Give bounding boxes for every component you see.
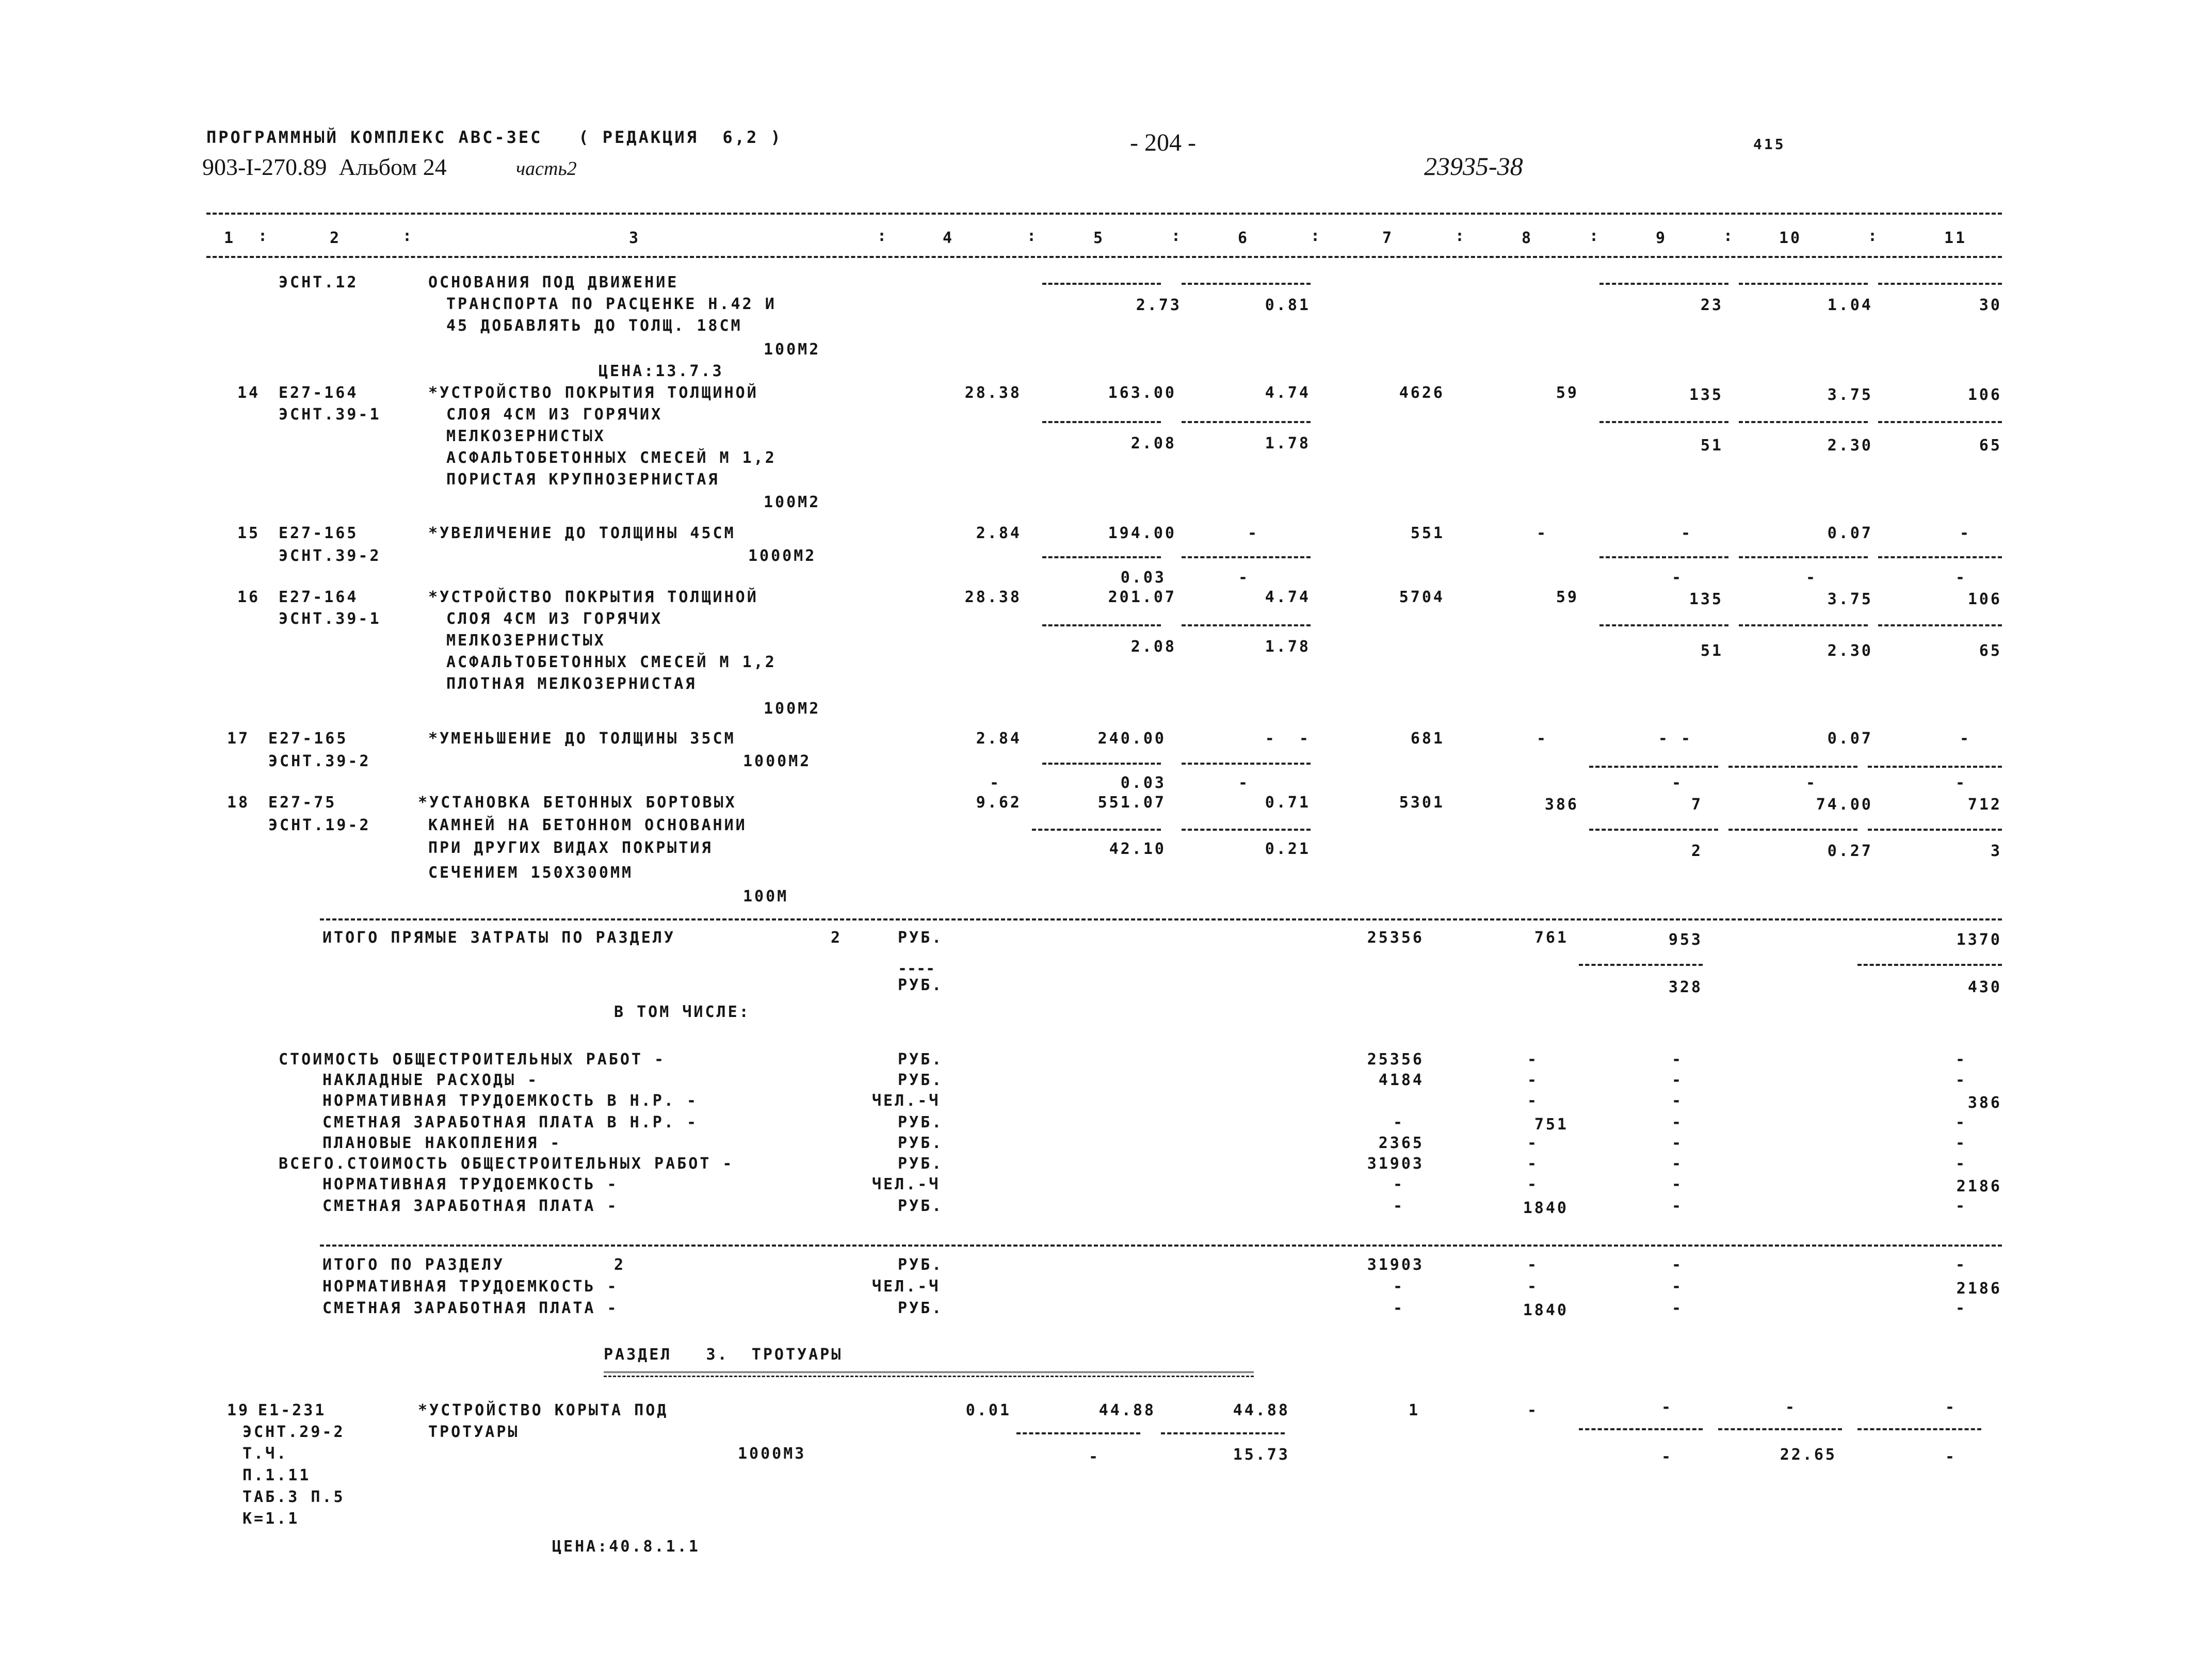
row-number: 15 xyxy=(237,524,261,542)
cell-value: 1370 xyxy=(1956,931,2002,949)
cell-value: 240.00 xyxy=(1097,730,1166,748)
cell-value: 163.00 xyxy=(1108,384,1176,402)
column-header: 7 xyxy=(1382,229,1394,247)
row-description-line: *УВЕЛИЧЕНИЕ ДО ТОЛЩИНЫ 45СМ xyxy=(428,524,736,542)
sub-rule xyxy=(1182,283,1311,285)
row-unit: 100М2 xyxy=(764,493,821,511)
breakdown-label: НАКЛАДНЫЕ РАСХОДЫ - xyxy=(322,1071,539,1089)
sub-rule xyxy=(1857,964,2002,966)
column-separator: : xyxy=(1311,227,1322,245)
cell-value: - xyxy=(1955,1256,1967,1274)
table-top-rule xyxy=(206,213,2002,215)
column-header: 6 xyxy=(1237,229,1250,247)
column-header: 1 xyxy=(223,229,236,247)
unit-label: РУБ. xyxy=(898,1051,944,1069)
row-description-line: АСФАЛЬТОБЕТОННЫХ СМЕСЕЙ М 1,2 xyxy=(446,653,777,671)
breakdown-label: НОРМАТИВНАЯ ТРУДОЕМКОСТЬ - xyxy=(322,1175,619,1193)
cell-value: - xyxy=(1955,569,1967,587)
column-separator: : xyxy=(1723,227,1735,245)
row-number: 19 xyxy=(227,1401,250,1419)
cell-value: 4184 xyxy=(1378,1071,1424,1089)
row-code: Е1-231 xyxy=(258,1401,327,1419)
cell-value: 0.81 xyxy=(1265,296,1311,314)
section-total-number: 2 xyxy=(614,1256,626,1274)
column-separator: : xyxy=(258,227,270,245)
cell-value: 1.78 xyxy=(1265,638,1311,656)
cell-value: 65 xyxy=(1979,642,2002,660)
sub-rule xyxy=(1728,766,1857,768)
sub-rule xyxy=(1042,556,1161,558)
cell-value: 386 xyxy=(1967,1094,2002,1112)
cell-value: 0.03 xyxy=(1120,569,1166,587)
row-description-line: *УСТАНОВКА БЕТОННЫХ БОРТОВЫХ xyxy=(418,794,737,812)
row-code: Е27-164 xyxy=(279,384,359,402)
row-description-line: *УМЕНЬШЕНИЕ ДО ТОЛЩИНЫ 35СМ xyxy=(428,730,736,748)
row-description-line: ПОРИСТАЯ КРУПНОЗЕРНИСТАЯ xyxy=(446,471,720,489)
row-description-line: КАМНЕЙ НА БЕТОННОМ ОСНОВАНИИ xyxy=(428,816,747,834)
cell-value: 4626 xyxy=(1399,384,1445,402)
unit-label: РУБ. xyxy=(898,1197,944,1215)
unit-label: РУБ. xyxy=(898,929,944,947)
unit-label: РУБ. xyxy=(898,1256,944,1274)
cell-value: 2.84 xyxy=(976,730,1022,748)
sub-rule xyxy=(1878,421,2002,423)
cell-value: 3.75 xyxy=(1827,590,1873,608)
cell-value: 953 xyxy=(1668,931,1703,949)
sub-rule xyxy=(1868,766,2002,768)
row-description-line: СЕЧЕНИЕМ 150Х300ММ xyxy=(428,864,634,882)
cell-value: 23 xyxy=(1700,296,1723,314)
cell-value: 59 xyxy=(1556,384,1579,402)
cell-value: - xyxy=(1661,1448,1673,1466)
column-header: 5 xyxy=(1093,229,1105,247)
cell-value: - - xyxy=(1658,730,1692,748)
cell-value: - xyxy=(1527,1134,1539,1152)
column-separator: : xyxy=(402,227,414,245)
row-number: 17 xyxy=(227,730,250,748)
cell-value: 194.00 xyxy=(1108,524,1176,542)
cell-value: 0.01 xyxy=(965,1401,1011,1419)
cell-value: - xyxy=(1393,1197,1405,1215)
column-header: 9 xyxy=(1655,229,1668,247)
cell-value: 51 xyxy=(1700,437,1723,455)
cell-value: - xyxy=(1672,1278,1684,1296)
cell-value: 2365 xyxy=(1378,1134,1424,1152)
cell-value: - xyxy=(989,774,1001,792)
row-code: Е27-165 xyxy=(268,730,348,748)
cell-value: - xyxy=(1527,1256,1539,1274)
cell-value: - xyxy=(1527,1278,1539,1296)
cell-value: 0.03 xyxy=(1120,774,1166,792)
cell-value: 712 xyxy=(1967,796,2002,814)
sub-rule xyxy=(1579,1428,1703,1430)
cell-value: - xyxy=(1955,1197,1967,1215)
dash-placeholder: ---- xyxy=(898,960,935,978)
breakdown-label: СТОИМОСТЬ ОБЩЕСТРОИТЕЛЬНЫХ РАБОТ - xyxy=(279,1051,666,1069)
cell-value: 28.38 xyxy=(964,384,1022,402)
sub-rule xyxy=(1032,829,1161,831)
cell-value: - xyxy=(1955,1113,1967,1132)
cell-value: - xyxy=(1661,1398,1673,1416)
cell-value: - xyxy=(1680,524,1692,542)
cell-value: - xyxy=(1672,1155,1684,1173)
breakdown-label: ВСЕГО.СТОИМОСТЬ ОБЩЕСТРОИТЕЛЬНЫХ РАБОТ - xyxy=(279,1155,734,1173)
sub-rule xyxy=(1161,1432,1285,1434)
cell-value: 5301 xyxy=(1399,794,1445,812)
breakdown-label: СМЕТНАЯ ЗАРАБОТНАЯ ПЛАТА В Н.Р. - xyxy=(322,1113,699,1132)
row-code: ЭСНТ.19-2 xyxy=(268,816,371,834)
row-description-line: ОСНОВАНИЯ ПОД ДВИЖЕНИЕ xyxy=(428,273,679,292)
row-code: Е27-75 xyxy=(268,794,337,812)
unit-label: ЧЕЛ.-Ч xyxy=(872,1092,941,1110)
sub-rule xyxy=(1589,766,1718,768)
cell-value: - xyxy=(1247,524,1259,542)
cell-value: - - xyxy=(1265,730,1311,748)
sub-rule xyxy=(1599,624,1728,626)
cell-value: - xyxy=(1672,1299,1684,1317)
row-note: П.1.11 xyxy=(243,1466,311,1484)
cell-value: 2 xyxy=(1691,842,1703,860)
cell-value: - xyxy=(1536,524,1548,542)
row-unit: 1000М3 xyxy=(738,1445,806,1463)
column-header: 8 xyxy=(1521,229,1533,247)
row-code: Е27-165 xyxy=(279,524,359,542)
cell-value: - xyxy=(1806,569,1818,587)
sub-rule xyxy=(1579,964,1703,966)
cell-value: 2.73 xyxy=(1136,296,1182,314)
cell-value: 28.38 xyxy=(964,588,1022,606)
row-unit: 1000М2 xyxy=(748,547,817,565)
cell-value: - xyxy=(1955,1134,1967,1152)
cell-value: 59 xyxy=(1556,588,1579,606)
cell-value: - xyxy=(1527,1071,1539,1089)
cell-value: 74.00 xyxy=(1816,796,1873,814)
cell-value: 0.27 xyxy=(1827,842,1873,860)
breakdown-label: НОРМАТИВНАЯ ТРУДОЕМКОСТЬ В Н.Р. - xyxy=(322,1092,699,1110)
row-unit: 100М2 xyxy=(764,341,821,359)
unit-label: РУБ. xyxy=(898,1134,944,1152)
cell-value: 51 xyxy=(1700,642,1723,660)
unit-label: ЧЕЛ.-Ч xyxy=(872,1175,941,1193)
sub-rule xyxy=(1042,624,1161,626)
row-number: 18 xyxy=(227,794,250,812)
cell-value: 2.08 xyxy=(1130,638,1176,656)
sub-rule xyxy=(1589,829,1718,831)
cell-value: - xyxy=(1672,774,1684,792)
cell-value: - xyxy=(1959,524,1971,542)
row-description-line: МЕЛКОЗЕРНИСТЫХ xyxy=(446,632,606,650)
cell-value: - xyxy=(1393,1299,1405,1317)
row-description-line: *УСТРОЙСТВО ПОКРЫТИЯ ТОЛЩИНОЙ xyxy=(428,588,758,606)
cell-value: 2.84 xyxy=(976,524,1022,542)
row-code: ЭСНТ.39-2 xyxy=(279,547,381,565)
cell-value: - xyxy=(1527,1155,1539,1173)
section-labor-label: НОРМАТИВНАЯ ТРУДОЕМКОСТЬ - xyxy=(322,1278,619,1296)
cell-value: - xyxy=(1785,1398,1797,1416)
row-code: ЭСНТ.39-1 xyxy=(279,406,381,424)
cell-value: 1.78 xyxy=(1265,434,1311,453)
cell-value: 4.74 xyxy=(1265,384,1311,402)
row-number: 16 xyxy=(237,588,261,606)
sub-rule xyxy=(1599,421,1728,423)
cell-value: 386 xyxy=(1544,796,1579,814)
row-price-ref: ЦЕНА:13.7.3 xyxy=(599,362,724,380)
row-price-ref: ЦЕНА:40.8.1.1 xyxy=(552,1538,700,1556)
column-header: 3 xyxy=(628,229,641,247)
cell-value: - xyxy=(1672,569,1684,587)
including-label: В ТОМ ЧИСЛЕ: xyxy=(614,1003,751,1021)
cell-value: 2186 xyxy=(1956,1177,2002,1196)
program-header: ПРОГРАММНЫЙ КОМПЛЕКС АВС-ЗЕС ( РЕДАКЦИЯ 6,2 ) xyxy=(206,127,783,147)
cell-value: 106 xyxy=(1967,386,2002,404)
sub-rule xyxy=(1739,556,1868,558)
sub-rule xyxy=(1042,283,1161,285)
row-code: Е27-164 xyxy=(279,588,359,606)
sub-rule xyxy=(1868,829,2002,831)
cell-value: 106 xyxy=(1967,590,2002,608)
cell-value: 44.88 xyxy=(1233,1401,1290,1419)
cell-value: - xyxy=(1672,1175,1684,1193)
sub-rule xyxy=(1042,421,1161,423)
page-number: - 204 - xyxy=(1130,129,1196,156)
cell-value: 201.07 xyxy=(1108,588,1176,606)
cell-value: - xyxy=(1672,1256,1684,1274)
cell-value: 44.88 xyxy=(1098,1401,1156,1419)
cell-value: - xyxy=(1955,1155,1967,1173)
cell-value: 65 xyxy=(1979,437,2002,455)
row-description-line: 45 ДОБАВЛЯТЬ ДО ТОЛЩ. 18СМ xyxy=(446,317,742,335)
unit-label: РУБ. xyxy=(898,1071,944,1089)
cell-value: 0.07 xyxy=(1827,524,1873,542)
cell-value: 328 xyxy=(1668,978,1703,996)
row-description-line: *УСТРОЙСТВО ПОКРЫТИЯ ТОЛЩИНОЙ xyxy=(428,384,758,402)
section-title: РАЗДЕЛ 3. ТРОТУАРЫ xyxy=(604,1346,843,1364)
section-total-rule xyxy=(320,1245,2002,1247)
cell-value: - xyxy=(1238,774,1250,792)
unit-label: РУБ. xyxy=(898,1113,944,1132)
cell-value: - xyxy=(1393,1113,1405,1132)
cell-value: 15.73 xyxy=(1233,1446,1290,1464)
sub-rule xyxy=(1739,283,1868,285)
cell-value: 430 xyxy=(1967,978,2002,996)
cell-value: - xyxy=(1536,730,1548,748)
row-description-line: ПЛОТНАЯ МЕЛКОЗЕРНИСТАЯ xyxy=(446,675,697,693)
cell-value: - xyxy=(1527,1175,1539,1193)
cell-value: - xyxy=(1945,1448,1957,1466)
column-separator: : xyxy=(1027,227,1039,245)
cell-value: 551.07 xyxy=(1097,794,1166,812)
sub-rule xyxy=(1739,421,1868,423)
project-code: 903-I-270.89 Альбом 24 xyxy=(202,154,447,180)
cell-value: 42.10 xyxy=(1109,840,1166,858)
row-code: ЭСНТ.39-1 xyxy=(279,610,381,628)
cell-value: 0.71 xyxy=(1265,794,1311,812)
row-code: ЭСНТ.39-2 xyxy=(268,752,371,770)
sub-rule xyxy=(1718,1428,1842,1430)
cell-value: - xyxy=(1672,1071,1684,1089)
sub-rule xyxy=(1182,763,1311,765)
sub-rule xyxy=(1878,556,2002,558)
sub-rule xyxy=(1728,829,1857,831)
cell-value: - xyxy=(1955,1071,1967,1089)
row-description-line: СЛОЯ 4СМ ИЗ ГОРЯЧИХ xyxy=(446,406,663,424)
cell-value: 7 xyxy=(1691,796,1703,814)
sub-rule xyxy=(1016,1432,1140,1434)
breakdown-label: ПЛАНОВЫЕ НАКОПЛЕНИЯ - xyxy=(322,1134,562,1152)
sub-rule xyxy=(1182,829,1311,831)
row-description-line: ТРАНСПОРТА ПО РАСЦЕНКЕ Н.42 И xyxy=(446,295,777,313)
column-separator: : xyxy=(1589,227,1601,245)
cell-value: 31903 xyxy=(1367,1256,1424,1274)
unit-label: РУБ. xyxy=(898,976,944,994)
section-total-label: ИТОГО ПО РАЗДЕЛУ xyxy=(322,1256,505,1274)
cell-value: - xyxy=(1955,1299,1967,1317)
sub-rule xyxy=(1878,624,2002,626)
column-separator: : xyxy=(1868,227,1880,245)
cell-value: 751 xyxy=(1534,1116,1569,1134)
cell-value: 22.65 xyxy=(1780,1446,1837,1464)
cell-value: 0.21 xyxy=(1265,840,1311,858)
cell-value: - xyxy=(1672,1051,1684,1069)
sub-rule xyxy=(1878,283,2002,285)
column-header: 10 xyxy=(1779,229,1802,247)
unit-label: ЧЕЛ.-Ч xyxy=(872,1278,941,1296)
cell-value: - xyxy=(1672,1113,1684,1132)
section-title-underline xyxy=(604,1371,1254,1377)
sub-rule xyxy=(1599,556,1728,558)
cell-value: - xyxy=(1806,774,1818,792)
cell-value: - xyxy=(1238,569,1250,587)
section-wage-label: СМЕТНАЯ ЗАРАБОТНАЯ ПЛАТА - xyxy=(322,1299,619,1317)
row-description-line: АСФАЛЬТОБЕТОННЫХ СМЕСЕЙ М 1,2 xyxy=(446,449,777,467)
sub-rule xyxy=(1599,283,1728,285)
cell-value: - xyxy=(1527,1092,1539,1110)
cell-value: 3.75 xyxy=(1827,386,1873,404)
cell-value: 1840 xyxy=(1523,1199,1569,1217)
unit-label: РУБ. xyxy=(898,1155,944,1173)
cell-value: 5704 xyxy=(1399,588,1445,606)
cell-value: - xyxy=(1527,1401,1539,1419)
project-part: часть2 xyxy=(516,158,577,180)
cell-value: 4.74 xyxy=(1265,588,1311,606)
cell-value: - xyxy=(1672,1092,1684,1110)
sub-rule xyxy=(1182,556,1311,558)
column-header: 11 xyxy=(1944,229,1967,247)
totals-rule xyxy=(320,918,2002,920)
breakdown-label: СМЕТНАЯ ЗАРАБОТНАЯ ПЛАТА - xyxy=(322,1197,619,1215)
cell-value: 1.04 xyxy=(1827,296,1873,314)
cell-value: 135 xyxy=(1689,590,1723,608)
column-header: 2 xyxy=(329,229,342,247)
document-number: 23935-38 xyxy=(1424,152,1523,181)
row-note: ТАБ.3 П.5 xyxy=(243,1488,345,1506)
cell-value: 3 xyxy=(1990,842,2002,860)
cell-value: 25356 xyxy=(1367,1051,1424,1069)
direct-costs-label: ИТОГО ПРЯМЫЕ ЗАТРАТЫ ПО РАЗДЕЛУ xyxy=(322,929,675,947)
cell-value: 761 xyxy=(1534,929,1569,947)
row-code: ЭСНТ.29-2 xyxy=(243,1423,345,1441)
row-unit: 100М xyxy=(743,887,789,906)
column-separator: : xyxy=(1455,227,1467,245)
column-separator: : xyxy=(877,227,889,245)
column-header: 4 xyxy=(942,229,955,247)
column-separator: : xyxy=(1171,227,1183,245)
row-code: ЭСНТ.12 xyxy=(279,273,359,292)
cell-value: - xyxy=(1672,1197,1684,1215)
table-header-rule xyxy=(206,256,2002,258)
sub-rule xyxy=(1182,421,1311,423)
cell-value: - xyxy=(1393,1278,1405,1296)
cell-value: - xyxy=(1959,730,1971,748)
row-unit: 100М2 xyxy=(764,700,821,718)
row-description-line: ТРОТУАРЫ xyxy=(428,1423,520,1441)
cell-value: - xyxy=(1955,774,1967,792)
cell-value: - xyxy=(1945,1398,1957,1416)
row-description-line: СЛОЯ 4СМ ИЗ ГОРЯЧИХ xyxy=(446,610,663,628)
cell-value: 2.08 xyxy=(1130,434,1176,453)
sub-rule xyxy=(1739,624,1868,626)
unit-label: РУБ. xyxy=(898,1299,944,1317)
cell-value: - xyxy=(1393,1175,1405,1193)
cell-value: 25356 xyxy=(1367,929,1424,947)
sub-rule xyxy=(1042,763,1161,765)
cell-value: 135 xyxy=(1689,386,1723,404)
row-note: Т.Ч. xyxy=(243,1445,288,1463)
cell-value: 2.30 xyxy=(1827,642,1873,660)
row-note: К=1.1 xyxy=(243,1510,300,1528)
row-unit: 1000М2 xyxy=(743,752,812,770)
cell-value: - xyxy=(1527,1051,1539,1069)
row-number: 14 xyxy=(237,384,261,402)
cell-value: 681 xyxy=(1410,730,1445,748)
sub-rule xyxy=(1182,624,1311,626)
cell-value: 551 xyxy=(1410,524,1445,542)
cell-value: 30 xyxy=(1979,296,2002,314)
cell-value: 2.30 xyxy=(1827,437,1873,455)
cell-value: 2186 xyxy=(1956,1280,2002,1298)
cell-value: - xyxy=(1089,1448,1101,1466)
cell-value: 31903 xyxy=(1367,1155,1424,1173)
cell-value: 9.62 xyxy=(976,794,1022,812)
sheet-number: 415 xyxy=(1753,136,1786,153)
row-description-line: МЕЛКОЗЕРНИСТЫХ xyxy=(446,427,606,445)
row-description-line: ПРИ ДРУГИХ ВИДАХ ПОКРЫТИЯ xyxy=(428,839,713,857)
cell-value: 0.07 xyxy=(1827,730,1873,748)
row-description-line: *УСТРОЙСТВО КОРЫТА ПОД xyxy=(418,1401,669,1419)
cell-value: 1 xyxy=(1409,1401,1420,1419)
cell-value: - xyxy=(1672,1134,1684,1152)
cell-value: - xyxy=(1955,1051,1967,1069)
cell-value: 1840 xyxy=(1523,1301,1569,1319)
direct-costs-section: 2 xyxy=(831,929,843,947)
sub-rule xyxy=(1857,1428,1981,1430)
